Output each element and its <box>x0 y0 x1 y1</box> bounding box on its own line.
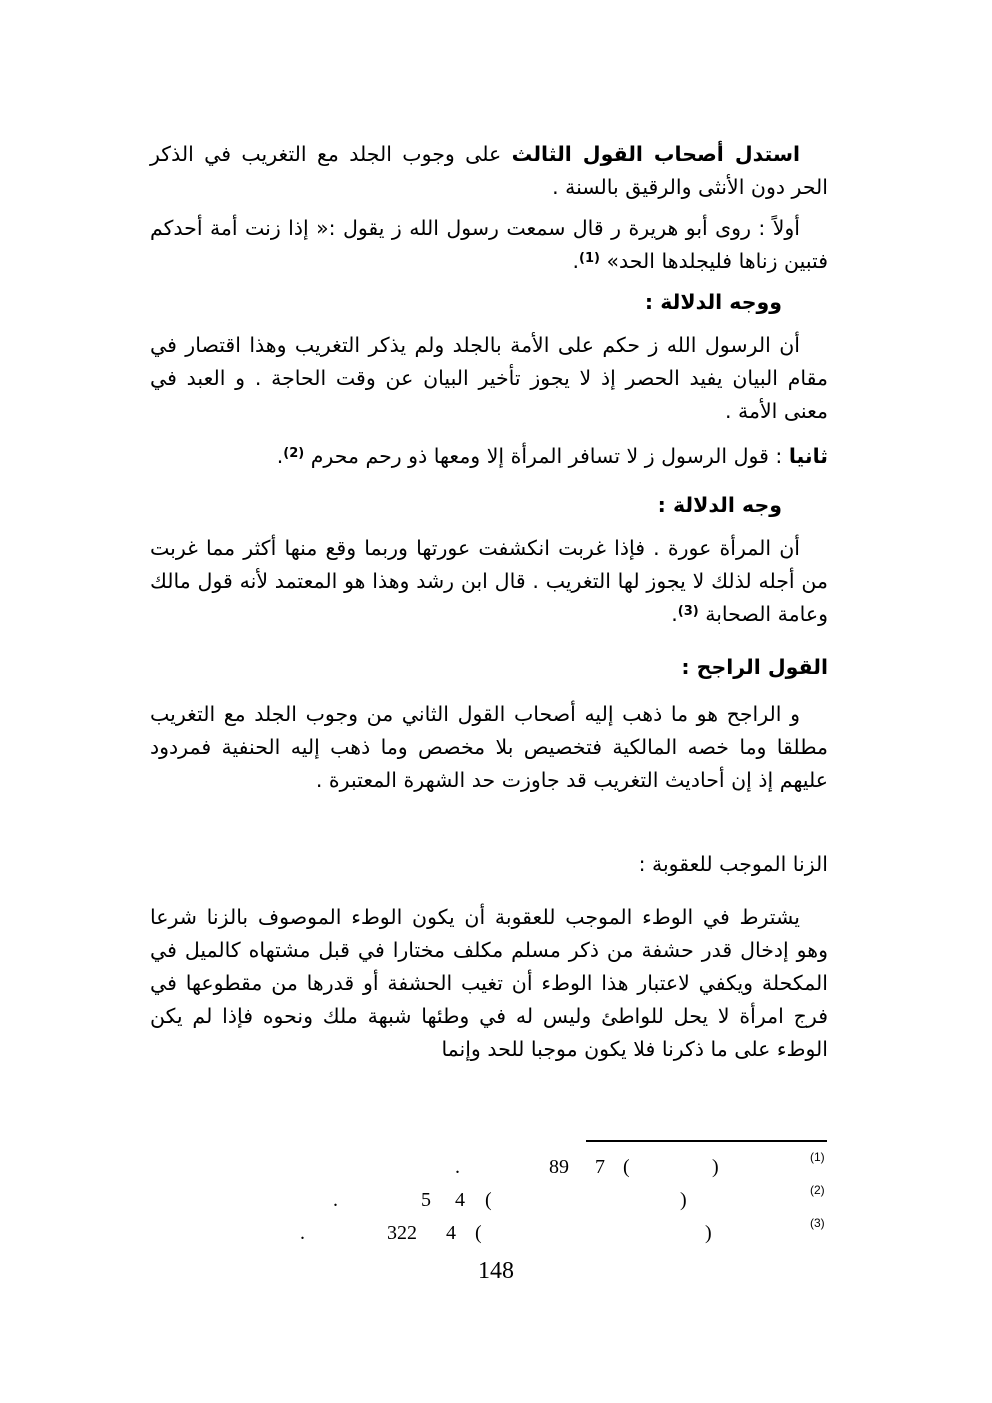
third-opinion-heading: استدل أصحاب القول الثالث <box>511 142 801 166</box>
third-opinion-text: على وجوب الجلد مع التغريب في الذكر الحر دون الأنثى والرقيق بالسنة . <box>150 142 828 199</box>
page-body <box>150 138 828 1066</box>
paragraph-reasoning-1 <box>150 329 828 428</box>
reasoning-1-text: أن الرسول الله ز حكم على الأمة بالجلد ولم يذكر التغريب وهذا اقتصار في مقام البيان يفيد الحصر إذ لا يجوز تأخير البيان عن وقت الحاجة . و العبد في معنى الأمة . <box>150 333 828 423</box>
reasoning-2-text: أن المرأة عورة . فإذا غربت انكشفت عورتها وربما وقع منها أكثر مما غربت من أجله لذلك لا يجوز لها التغريب . قال ابن رشد وهذا هو المعتمد لأنه قول مالك وعامة الصحابة <box>150 536 828 626</box>
second-evidence-label: ثانيا <box>788 444 828 468</box>
heading-evidence-reasoning-1: ووجه الدلالة : <box>644 290 782 314</box>
second-evidence-text: : قول الرسول ز لا تسافر المرأة إلا ومعها ذو رحم محرم <box>304 444 789 468</box>
preferred-opinion-text: و الراجح هو ما ذهب إليه أصحاب القول الثاني من وجوب الجلد مع التغريب مطلقا وما خصه المالكية فتخصيص بلا مخصص وما ذهب إليه الحنفية فمردود عليهم إذ إن أحاديث التغريب قد جاوزت حد الشهرة المعتبرة . <box>150 702 828 792</box>
first-evidence-text: أولاً : روى أبو هريرة ر قال سمعت رسول الله ز يقول :« إذا زنت أمة أحدكم فتبين زناها فليجلدها الحد» <box>150 216 828 273</box>
footnote-separator <box>586 1140 827 1142</box>
paragraph-second-evidence: ثانيا : قول الرسول ز لا تسافر المرأة إلا ومعها ذو رحم محرم $^{(2)}$. <box>276 444 828 468</box>
heading-evidence-reasoning-2: وجه الدلالة : <box>657 493 782 517</box>
paragraph-third-opinion <box>150 138 828 204</box>
paragraph-reasoning-2: أن المرأة عورة . فإذا غربت انكشفت عورتها وربما وقع منها أكثر مما غربت من أجله لذلك لا يجوز لها التغريب . قال ابن رشد وهذا هو المعتمد لأنه قول مالك وعامة الصحابة $^{(3)}$. <box>150 536 828 626</box>
footnote-ref-2: (2) <box>283 446 305 461</box>
paragraph-first-evidence: أولاً : روى أبو هريرة ر قال سمعت رسول الله ز يقول :« إذا زنت أمة أحدكم فتبين زناها فليجلدها الحد» $^{(1)}$. <box>150 216 828 273</box>
footnote-3-number: (3) <box>810 1216 825 1230</box>
zina-conditions-text: يشترط في الوطء الموجب للعقوبة أن يكون الوطء الموصوف بالزنا شرعا وهو إدخال قدر حشفة من ذكر مسلم مكلف مختارا في قبل مشتهاه كالميل في المكحلة ويكفي لاعتبار هذا الوطء أن تغيب الحشفة أو قدرها من مقطوعها في فرج امرأة لا يحل للواطئ وليس له في وطئها شبهة ملك ونحوه فإذا لم يكن الوطء على ما ذكرنا فلا يكون موجبا للحد وإنما <box>150 905 828 1061</box>
paragraph-zina-conditions <box>150 901 828 1066</box>
footnote-1-number: (1) <box>810 1150 825 1164</box>
footnote-2-number: (2) <box>810 1183 825 1197</box>
footnote-ref-3: (3) <box>677 604 699 619</box>
footnote-2: . 5 4 ( ) (2) <box>333 1183 825 1211</box>
footnote-1: . 89 7 ( ) (1) <box>455 1150 825 1178</box>
heading-zina-punishment: الزنا الموجب للعقوبة : <box>638 852 828 876</box>
page-number: 148 <box>478 1258 514 1284</box>
footnote-3: . 322 4 ( ) (3) <box>300 1216 825 1244</box>
heading-preferred-opinion: القول الراجح : <box>681 655 828 679</box>
paragraph-preferred-opinion <box>150 698 828 830</box>
footnote-ref-1: (1) <box>579 251 600 266</box>
